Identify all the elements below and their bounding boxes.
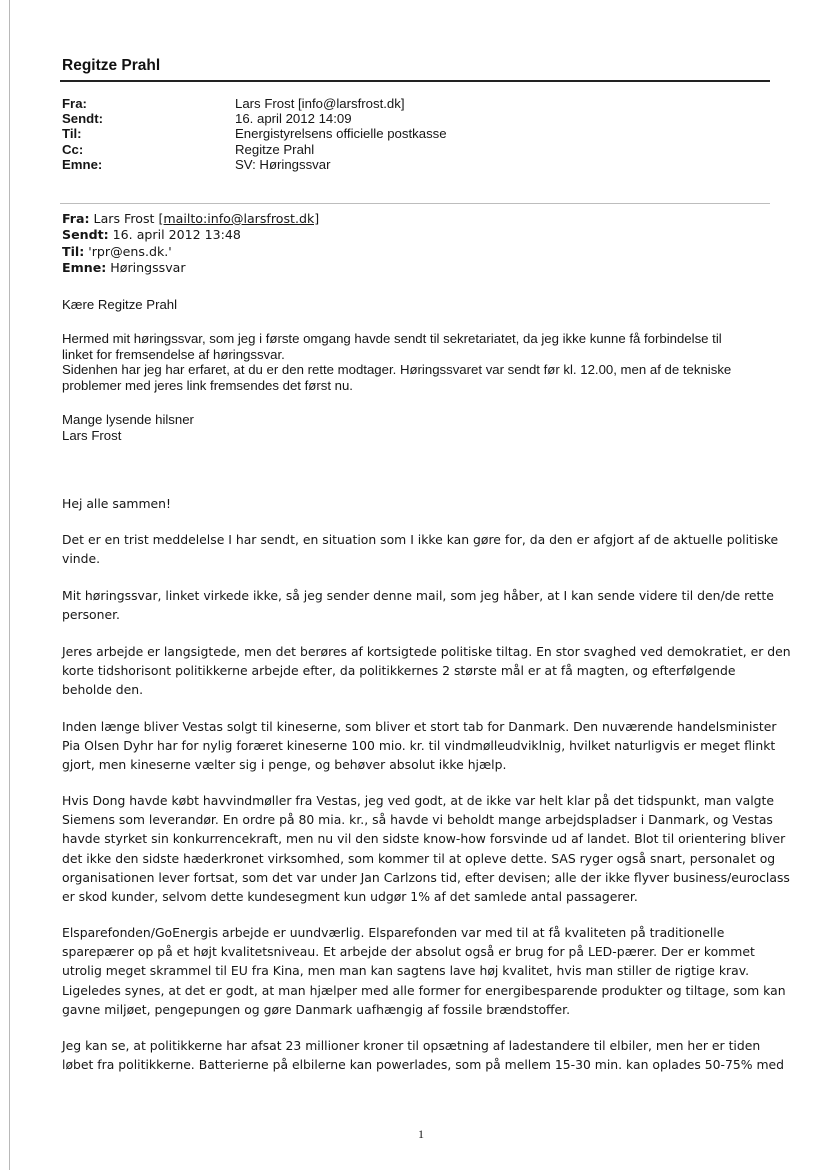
header-value: 16. april 2012 14:09 bbox=[235, 111, 352, 127]
header-label: Sendt: bbox=[62, 111, 104, 127]
header-label: Cc: bbox=[62, 141, 84, 157]
header-label: Fra: bbox=[62, 96, 87, 111]
forwarded-header bbox=[62, 211, 319, 276]
header-label: Emne: bbox=[62, 156, 103, 172]
letter-greeting: Hej alle sammen! bbox=[62, 496, 171, 511]
header-row-cc bbox=[62, 142, 447, 157]
letter-paragraph-6: Elsparefonden/GoEnergis arbejde er uundværlig. Elsparefonden var med til at få kvaliteten på traditionelle sparepærer op på et højt kvalitetsniveau. Et arbejde der absolut også er brug for på LED-pærer. Der er kommet utrolig meget skrammel til EU fra Kina, men man kan sagtens lave høj kvalitet, hvis man stiller de rigtige krav. Ligeledes synes, at det er godt, at man hjælper med alle former for energibesparende produkter og tiltage, som kan gavne miljøet, pengepungen og gøre Danmark uafhængig af fossile brændstoffer. bbox=[62, 925, 786, 1017]
letter-paragraph-3: Jeres arbejde er langsigtede, men det berøres af kortsigtede politiske tiltag. En stor svaghed ved demokratiet, er den korte tidshorisont politikkerne arbejde efter, da politikkernes 2 største mål er at få magten, og efterfølgende beholde den. bbox=[62, 644, 791, 698]
mailto-link[interactable]: [mailto:info@larsfrost.dk] bbox=[158, 211, 320, 226]
header-rule bbox=[60, 80, 770, 82]
letter-paragraph-4: Inden længe bliver Vestas solgt til kineserne, som bliver et stort tab for Danmark. Den nuværende handelsminister Pia Olsen Dyhr har for nylig foræret kineserne 100 mio. kr. til vindmølleudviklnig, hvilket naturligvis er meget flinkt gjort, men kineserne vælter sig i penge, og behøver absolut ikke hjælp. bbox=[62, 719, 777, 773]
letter-paragraph-5: Hvis Dong havde købt havvindmøller fra Vestas, jeg ved godt, at de ikke var helt klar på det tidspunkt, man valgte Siemens som leverandør. En ordre på 80 mia. kr., så havde vi beholdt mange arbejdspladser i Danmark, og Vestas havde styrket sin konkurrencekraft, men nu vil den sidste know-how forsvinde ud af landet. Blot til orientering bliver det ikke den sidste hæderkronet virksomhed, som kommer til at opleve dette. SAS ryger også snart, personalet og organisationen lever fortsat, som det var under Jan Carlzons tid, efter devisen; alle der ikke flyver business/euroclass er skod kunder, selvom dette kundesegment kun udgør 1% af det samlede antal passagerer. bbox=[62, 793, 790, 905]
forwarded-from: Fra: Lars Frost [mailto:info@larsfrost.dk] bbox=[62, 211, 320, 226]
header-row-to bbox=[62, 126, 447, 141]
page-number: 1 bbox=[418, 1127, 424, 1141]
header-row-subject bbox=[62, 157, 447, 172]
header-label: Til: bbox=[62, 126, 82, 142]
email-header bbox=[62, 96, 447, 172]
letter-paragraph-1: Det er en trist meddelelse I har sendt, en situation som I ikke kan gøre for, da den er afgjort af de aktuelle politiske vinde. bbox=[62, 532, 779, 567]
sender-name: Regitze Prahl bbox=[62, 57, 161, 74]
forwarded-to: Til: 'rpr@ens.dk.' bbox=[62, 243, 172, 259]
header-value: Regitze Prahl bbox=[235, 141, 315, 157]
header-row-from bbox=[62, 96, 447, 111]
reply-sign-off: Mange lysende hilsner Lars Frost bbox=[62, 412, 194, 443]
letter-paragraph-2: Mit høringssvar, linket virkede ikke, så jeg sender denne mail, som jeg håber, at I kan sende videre til den/de rette personer. bbox=[62, 588, 774, 623]
letter-paragraph-7: Jeg kan se, at politikkerne har afsat 23 millioner kroner til opsætning af ladestandere til elbiler, men her er tiden løbet fra politikkerne. Batterierne på elbilerne kan powerlades, som på mellem 15-30 min. kan oplades 50-75% med bbox=[62, 1038, 785, 1073]
forwarded-subject: Emne: Høringssvar bbox=[62, 259, 186, 275]
forwarded-sent: Sendt: 16. april 2012 13:48 bbox=[62, 227, 241, 243]
header-value: SV: Høringssvar bbox=[235, 156, 331, 172]
header-value: Energistyrelsens officielle postkasse bbox=[235, 126, 447, 142]
reply-paragraph: Hermed mit høringssvar, som jeg i første omgang havde sendt til sekretariatet, da jeg ikke kunne få forbindelse til linket for fremsendelse af høringssvar. Sidenhen har jeg har erfaret, at du er den rette modtager. Høringssvaret var sendt før kl. 12.00, men af de tekniske problemer med jeres link fremsendes det først nu. bbox=[62, 331, 732, 393]
header-row-sent bbox=[62, 111, 447, 126]
scan-edge-line bbox=[9, 0, 10, 1170]
forward-divider bbox=[60, 203, 770, 204]
header-value: Lars Frost [info@larsfrost.dk] bbox=[235, 96, 405, 111]
reply-greeting: Kære Regitze Prahl bbox=[62, 297, 178, 312]
